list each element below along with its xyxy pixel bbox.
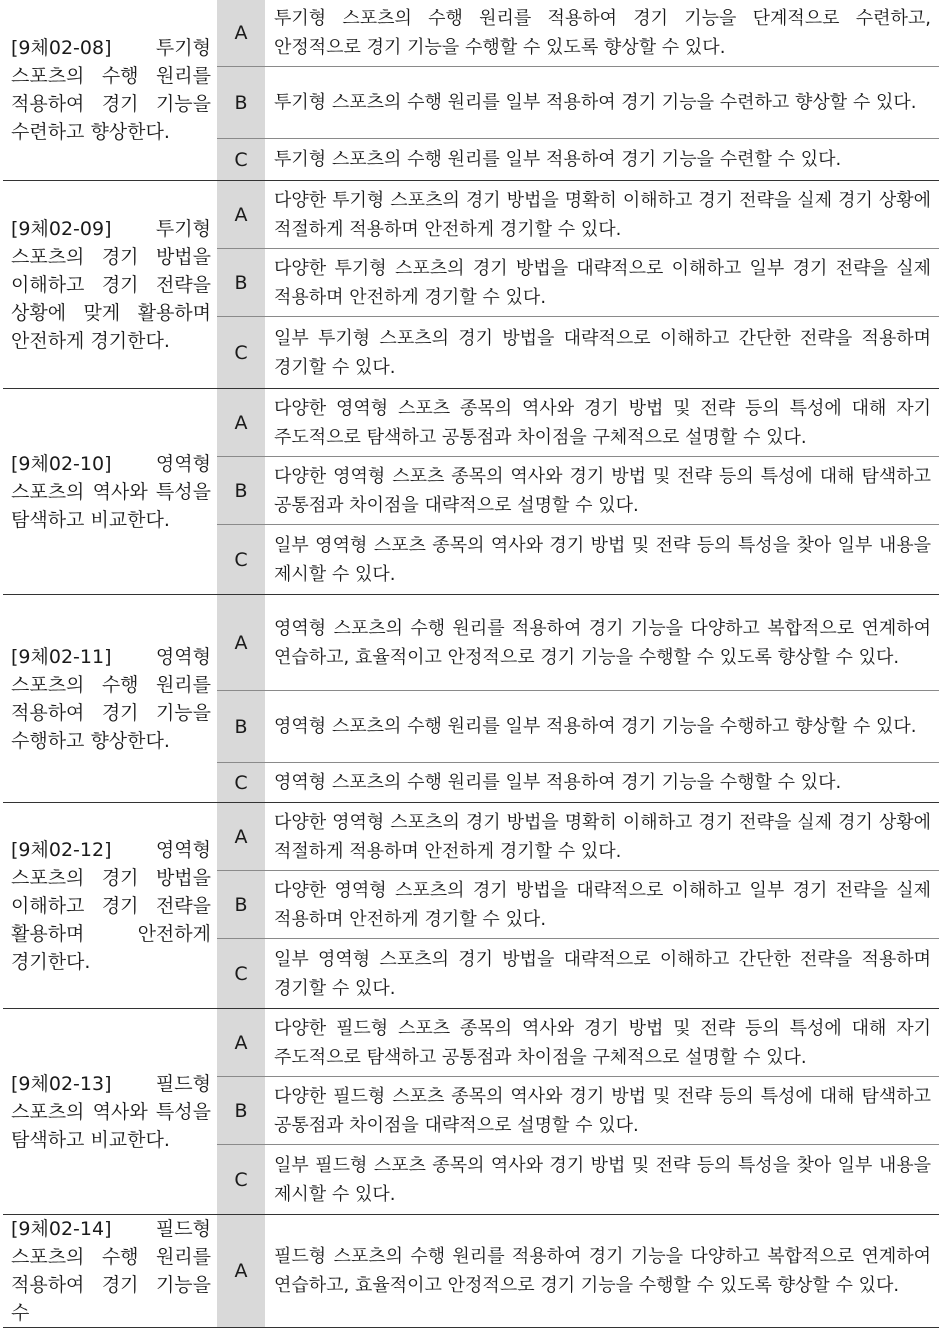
level-grade: A — [217, 389, 265, 457]
level-grade: C — [217, 939, 265, 1009]
level-grade: B — [217, 1077, 265, 1145]
level-description: 일부 투기형 스포츠의 경기 방법을 대략적으로 이해하고 간단한 전략을 적용하며 경기할 수 있다. — [265, 317, 939, 389]
level-grade: C — [217, 763, 265, 803]
level-grade: C — [217, 317, 265, 389]
level-description: 필드형 스포츠의 수행 원리를 적용하여 경기 기능을 다양하고 복합적으로 연계하여 연습하고, 효율적이고 안정적으로 경기 기능을 수행할 수 있도록 향상할 수 있다. — [265, 1215, 939, 1328]
level-description: 투기형 스포츠의 수행 원리를 일부 적용하여 경기 기능을 수련할 수 있다. — [265, 139, 939, 181]
standard-code-text: [9체02-14] 필드형 스포츠의 수행 원리를 적용하여 경기 기능을 수 — [3, 1215, 217, 1328]
standard-code-text: [9체02-08] 투기형 스포츠의 수행 원리를 적용하여 경기 기능을 수련하고 향상한다. — [3, 0, 217, 181]
table-row — [3, 1009, 939, 1077]
table-row — [3, 389, 939, 457]
level-description: 다양한 투기형 스포츠의 경기 방법을 명확히 이해하고 경기 전략을 실제 경기 상황에 적절하게 적용하며 안전하게 경기할 수 있다. — [265, 181, 939, 249]
level-grade: A — [217, 803, 265, 871]
table-row — [3, 0, 939, 67]
table-row — [3, 181, 939, 249]
level-description: 일부 영역형 스포츠 종목의 역사와 경기 방법 및 전략 등의 특성을 찾아 일부 내용을 제시할 수 있다. — [265, 525, 939, 595]
level-description: 투기형 스포츠의 수행 원리를 적용하여 경기 기능을 단계적으로 수련하고, 안정적으로 경기 기능을 수행할 수 있도록 향상할 수 있다. — [265, 0, 939, 67]
level-grade: A — [217, 595, 265, 691]
achievement-standards-document — [3, 0, 939, 1328]
level-grade: B — [217, 871, 265, 939]
level-description: 다양한 필드형 스포츠 종목의 역사와 경기 방법 및 전략 등의 특성에 대해 탐색하고 공통점과 차이점을 대략적으로 설명할 수 있다. — [265, 1077, 939, 1145]
level-grade: B — [217, 691, 265, 763]
level-grade: A — [217, 181, 265, 249]
level-description: 투기형 스포츠의 수행 원리를 일부 적용하여 경기 기능을 수련하고 향상할 수 있다. — [265, 67, 939, 139]
level-description: 다양한 영역형 스포츠의 경기 방법을 명확히 이해하고 경기 전략을 실제 경기 상황에 적절하게 적용하며 안전하게 경기할 수 있다. — [265, 803, 939, 871]
level-grade: B — [217, 249, 265, 317]
level-grade: C — [217, 1145, 265, 1215]
level-description: 다양한 영역형 스포츠 종목의 역사와 경기 방법 및 전략 등의 특성에 대해 자기 주도적으로 탐색하고 공통점과 차이점을 구체적으로 설명할 수 있다. — [265, 389, 939, 457]
level-description: 일부 영역형 스포츠의 경기 방법을 대략적으로 이해하고 간단한 전략을 적용하며 경기할 수 있다. — [265, 939, 939, 1009]
table-row — [3, 1215, 939, 1328]
level-description: 다양한 투기형 스포츠의 경기 방법을 대략적으로 이해하고 일부 경기 전략을 실제 적용하며 안전하게 경기할 수 있다. — [265, 249, 939, 317]
table-row — [3, 803, 939, 871]
level-grade: B — [217, 67, 265, 139]
level-description: 다양한 영역형 스포츠 종목의 역사와 경기 방법 및 전략 등의 특성에 대해 탐색하고 공통점과 차이점을 대략적으로 설명할 수 있다. — [265, 457, 939, 525]
achievement-level-table — [3, 0, 939, 1328]
standard-code-text: [9체02-13] 필드형 스포츠의 역사와 특성을 탐색하고 비교한다. — [3, 1009, 217, 1215]
level-grade: C — [217, 139, 265, 181]
level-description: 영역형 스포츠의 수행 원리를 적용하여 경기 기능을 다양하고 복합적으로 연계하여 연습하고, 효율적이고 안정적으로 경기 기능을 수행할 수 있도록 향상할 수 있다. — [265, 595, 939, 691]
level-grade: C — [217, 525, 265, 595]
standard-code-text: [9체02-11] 영역형 스포츠의 수행 원리를 적용하여 경기 기능을 수행하고 향상한다. — [3, 595, 217, 803]
level-description: 영역형 스포츠의 수행 원리를 일부 적용하여 경기 기능을 수행할 수 있다. — [265, 763, 939, 803]
standard-code-text: [9체02-10] 영역형 스포츠의 역사와 특성을 탐색하고 비교한다. — [3, 389, 217, 595]
level-description: 다양한 영역형 스포츠의 경기 방법을 대략적으로 이해하고 일부 경기 전략을 실제 적용하며 안전하게 경기할 수 있다. — [265, 871, 939, 939]
standard-code-text: [9체02-09] 투기형 스포츠의 경기 방법을 이해하고 경기 전략을 상황에 맞게 활용하며 안전하게 경기한다. — [3, 181, 217, 389]
level-description: 일부 필드형 스포츠 종목의 역사와 경기 방법 및 전략 등의 특성을 찾아 일부 내용을 제시할 수 있다. — [265, 1145, 939, 1215]
level-description: 영역형 스포츠의 수행 원리를 일부 적용하여 경기 기능을 수행하고 향상할 수 있다. — [265, 691, 939, 763]
table-row — [3, 595, 939, 691]
level-grade: A — [217, 0, 265, 67]
level-grade: A — [217, 1009, 265, 1077]
level-grade: B — [217, 457, 265, 525]
standard-code-text: [9체02-12] 영역형 스포츠의 경기 방법을 이해하고 경기 전략을 활용하며 안전하게 경기한다. — [3, 803, 217, 1009]
level-description: 다양한 필드형 스포츠 종목의 역사와 경기 방법 및 전략 등의 특성에 대해 자기 주도적으로 탐색하고 공통점과 차이점을 구체적으로 설명할 수 있다. — [265, 1009, 939, 1077]
level-grade: A — [217, 1215, 265, 1328]
